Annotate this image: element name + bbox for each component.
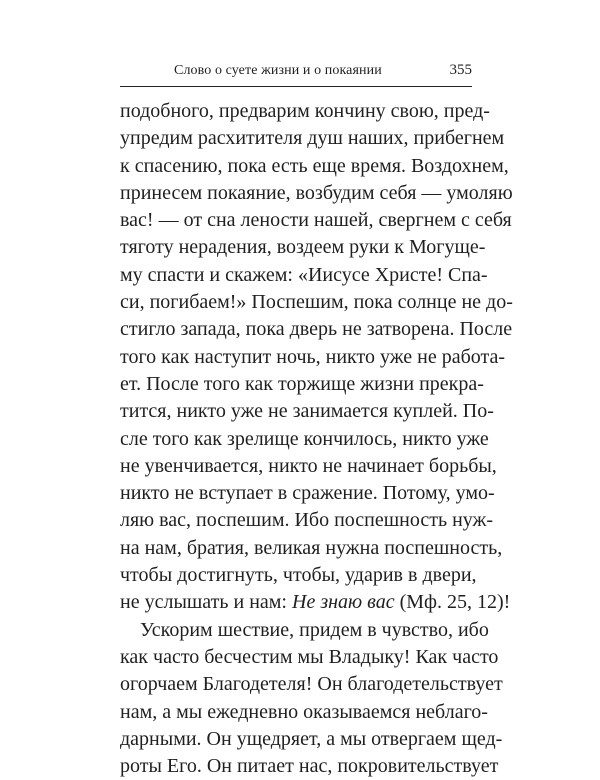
header-rule [120,86,472,87]
text-line: ляю вас, поспешим. Ибо поспешность нуж- [120,509,494,532]
text-line: того как наступит ночь, никто уже не работа- [120,345,506,368]
page-number: 355 [449,62,472,78]
text-line: огорчаем Благодетеля! Он благодетельствует [120,673,503,696]
text-line: никто не вступает в сражение. Потому, умо- [120,482,495,505]
text-line: си, погибаем!» Поспешим, пока солнце не до- [120,291,513,314]
body-text [120,98,513,780]
text-line-with-citation [120,589,511,616]
text-line: не увенчивается, никто не начинает борьбы, [120,454,497,477]
text-line: упредим расхитителя душ наших, прибегнем [120,127,505,150]
page-header [120,62,472,86]
text-line: вас! — от сна лености нашей, свергнем с себя [120,209,512,232]
text-line: тяготу нерадения, воздеем руки к Могуще- [120,236,486,259]
italic-quote: Не знаю вас [292,591,395,614]
scripture-reference: (Мф. 25, 12)! [394,591,511,614]
text-line: ет. После того как торжище жизни прекра- [120,372,484,395]
text-line: как часто бесчестим мы Владыку! Как часто [120,645,499,668]
text-line: сле того как зрелище кончилось, никто уже [120,427,489,450]
text-line: принесем покаяние, возбудим себя — умоляю [120,181,513,204]
text-line: чтобы достигнуть, чтобы, ударив в двери, [120,564,477,587]
text-line: к спасению, пока есть еще время. Воздохнем, [120,154,509,177]
text-line: нам, а мы ежедневно оказываемся неблаго- [120,700,488,723]
paragraph-first-line: Ускорим шествие, придем в чувство, ибо [140,618,489,641]
running-title: Слово о суете жизни и о покаянии [174,63,382,78]
text-line: стигло запада, пока дверь не затворена. После [120,318,513,341]
text-line: тится, никто уже не занимается куплей. По- [120,400,494,423]
text-line: подобного, предварим кончину свою, пред- [120,100,490,122]
text-line: роты Его. Он питает нас, покровительствует [120,755,499,778]
text-line: на нам, братия, великая нужна поспешность, [120,536,503,559]
text-segment: не услышать и нам: [120,591,292,614]
text-line: му спасти и скажем: «Иисусе Христе! Спа- [120,263,488,286]
text-line: дарными. Он ущедряет, а мы отвергаем щед- [120,727,503,750]
